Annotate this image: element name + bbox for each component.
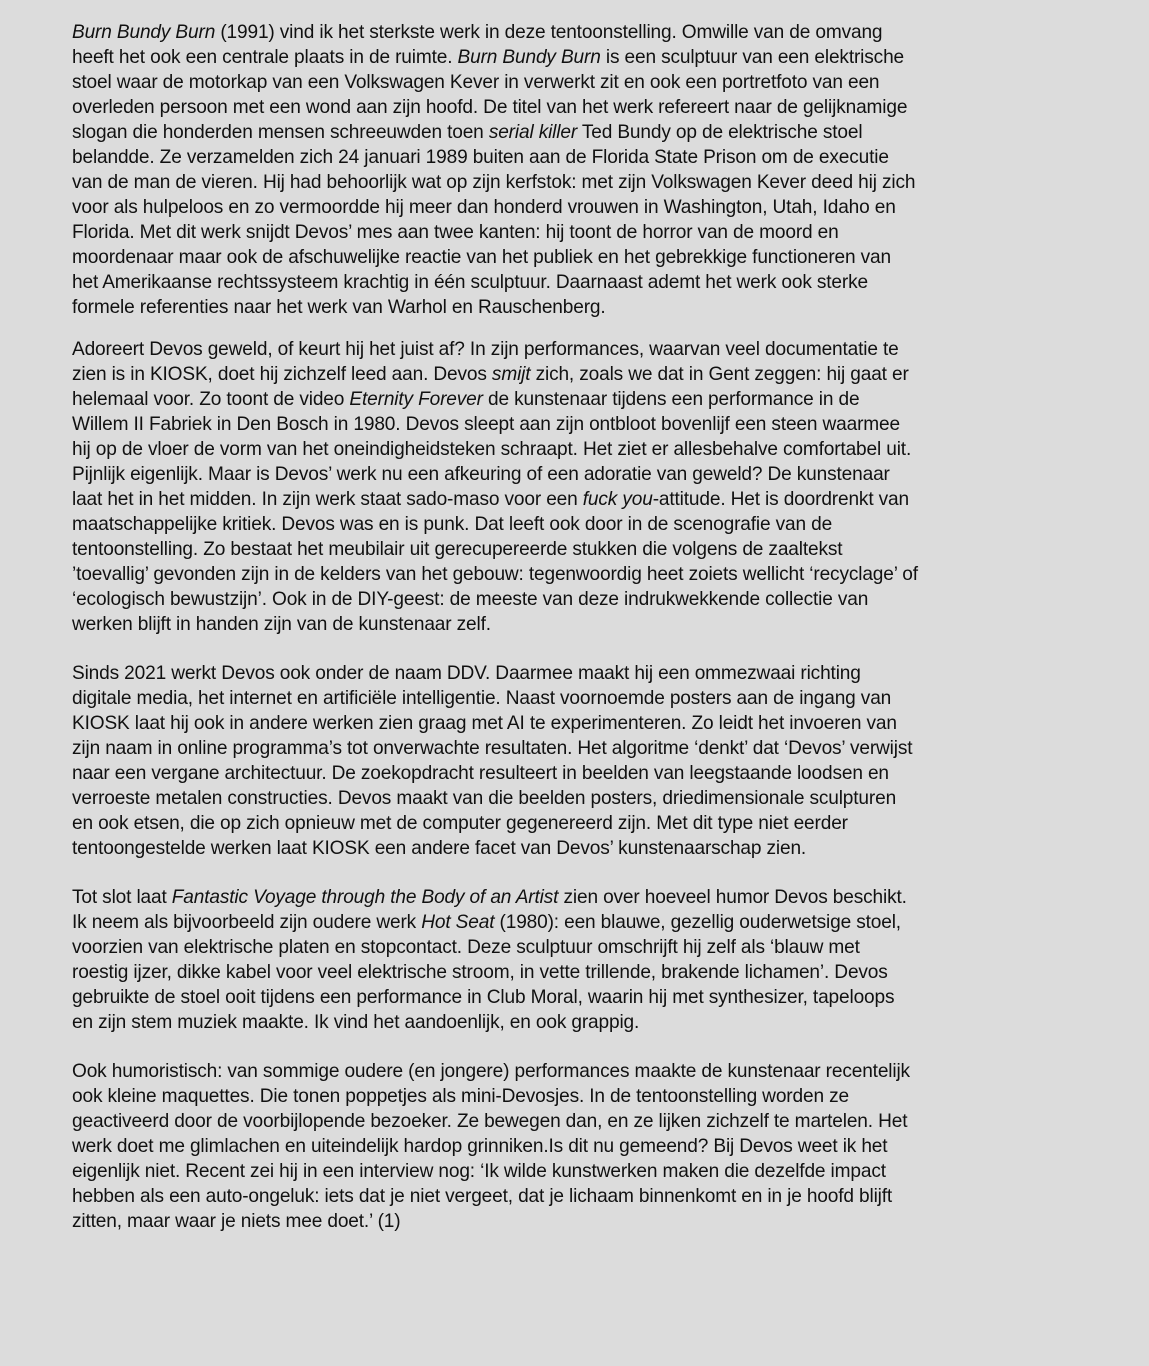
artwork-title: Burn Bundy Burn (457, 47, 601, 68)
artwork-title: Hot Seat (421, 912, 495, 933)
paragraph-violence (72, 337, 920, 637)
paragraph-text: (1980): een blauwe, gezellig ouderwetsige stoel, voorzien van elektrische platen en stopcontact. Deze sculptuur omschrijft hij zelf als ‘blauw met roestig ijzer, dikke kabel voor veel elektrische stroom, in vette trillende, brakende lichamen’. Devos gebruikte de stoel ooit tijdens een performance in Club Moral, waarin hij met synthesizer, tapeloops en zijn stem muziek maakte. Ik vind het aandoenlijk, en ook grappig. (72, 912, 901, 1033)
paragraph-burn-bundy-burn (72, 20, 920, 320)
article-body (72, 20, 920, 1234)
paragraph-text: is een sculptuur van een elektrische stoel waar de motorkap van een Volkswagen Kever in verwerkt zit en ook een portretfoto van een overleden persoon met een wond aan zijn hoofd. De titel van het werk refereert naar de gelijknamige slogan die honderden mensen schreeuwden toen (72, 47, 908, 143)
paragraph-text: -attitude. Het is doordrenkt van maatschappelijke kritiek. Devos was en is punk. Dat leeft ook door in de scenografie van de tentoonstelling. Zo bestaat het meubilair uit gerecupereerde stukken die volgens de zaaltekst ’toevallig’ gevonden zijn in de kelders van het gebouw: tegenwoordig heet zoiets wellicht ‘recyclage’ of ‘ecologisch bewustzijn’. Ook in de DIY-geest: de meeste van deze indrukwekkende collectie van werken blijft in handen zijn van de kunstenaar zelf. (72, 489, 918, 635)
artwork-title: Burn Bundy Burn (72, 22, 216, 43)
paragraph-humor (72, 885, 920, 1035)
emphasis-text: smijt (491, 364, 531, 385)
paragraph-text: Tot slot laat (72, 887, 172, 908)
artwork-title: Fantastic Voyage through the Body of an Artist (171, 887, 559, 908)
paragraph-text: Sinds 2021 werkt Devos ook onder de naam DDV. Daarmee maakt hij een ommezwaai richting digitale media, het internet en artificiële intelligentie. Naast voornoemde posters aan de ingang van KIOSK laat hij ook in andere werken zien graag met AI te experimenteren. Zo leidt het invoeren van zijn naam in online programma’s tot onverwachte resultaten. Het algoritme ‘denkt’ dat ‘Devos’ verwijst naar een vergane architectuur. De zoekopdracht resulteert in beelden van leegstaande loodsen en verroeste metalen constructies. Devos maakt van die beelden posters, driedimensionale sculpturen en ook etsen, die op zich opnieuw met de computer gegenereerd zijn. Met dit type niet eerder tentoongestelde werken laat KIOSK een andere facet van Devos’ kunstenaarschap zien. (72, 663, 913, 859)
emphasis-text: fuck you (582, 489, 653, 510)
emphasis-text: serial killer (488, 122, 578, 143)
paragraph-ddv (72, 661, 920, 861)
artwork-title: Eternity Forever (349, 389, 483, 410)
paragraph-text: Ted Bundy op de elektrische stoel belandde. Ze verzamelden zich 24 januari 1989 buiten aan de Florida State Prison om de executie van de man de vieren. Hij had behoorlijk wat op zijn kerfstok: met zijn Volkswagen Kever deed hij zich voor als hulpeloos en zo vermoordde hij meer dan honderd vrouwen in Washington, Utah, Idaho en Florida. Met dit werk snijdt Devos’ mes aan twee kanten: hij toont de horror van de moord en moordenaar maar ook de afschuwelijke reactie van het publiek en het gebrekkige functioneren van het Amerikaanse rechtssysteem krachtig in één sculptuur. Daarnaast ademt het werk ook sterke formele referenties naar het werk van Warhol en Rauschenberg. (72, 122, 916, 318)
paragraph-text: zien over hoeveel humor Devos beschikt. Ik neem als bijvoorbeeld zijn oudere werk (72, 887, 907, 933)
paragraph-text: Adoreert Devos geweld, of keurt hij het juist af? In zijn performances, waarvan veel documentatie te zien is in KIOSK, doet hij zichzelf leed aan. Devos (72, 339, 899, 385)
paragraph-text: zich, zoals we dat in Gent zeggen: hij gaat er helemaal voor. Zo toont de video (72, 364, 909, 410)
paragraph-text: Ook humoristisch: van sommige oudere (en jongere) performances maakte de kunstenaar recentelijk ook kleine maquettes. Die tonen poppetjes als mini-Devosjes. In de tentoonstelling worden ze geactiveerd door de voorbijlopende bezoeker. Ze bewegen dan, en ze lijken zichzelf te martelen. Het werk doet me glimlachen en uiteindelijk hardop grinniken.Is dit nu gemeend? Bij Devos weet ik het eigenlijk niet. Recent zei hij in een interview nog: ‘Ik wilde kunstwerken maken die dezelfde impact hebben als een auto-ongeluk: iets dat je niet vergeet, dat je lichaam binnenkomt en in je hoofd blijft zitten, maar waar je niets mee doet.’ (1) (72, 1061, 910, 1232)
paragraph-text: (1991) vind ik het sterkste werk in deze tentoonstelling. Omwille van de omvang heeft het ook een centrale plaats in de ruimte. (72, 22, 883, 68)
paragraph-text: de kunstenaar tijdens een performance in de Willem II Fabriek in Den Bosch in 1980. Devos sleept aan zijn ontbloot bovenlijf een steen waarmee hij op de vloer de vorm van het oneindigheidsteken schraapt. Het ziet er allesbehalve comfortabel uit. Pijnlijk eigenlijk. Maar is Devos’ werk nu een afkeuring of een adoratie van geweld? De kunstenaar laat het in het midden. In zijn werk staat sado-maso voor een (72, 389, 912, 510)
paragraph-maquettes (72, 1059, 920, 1234)
